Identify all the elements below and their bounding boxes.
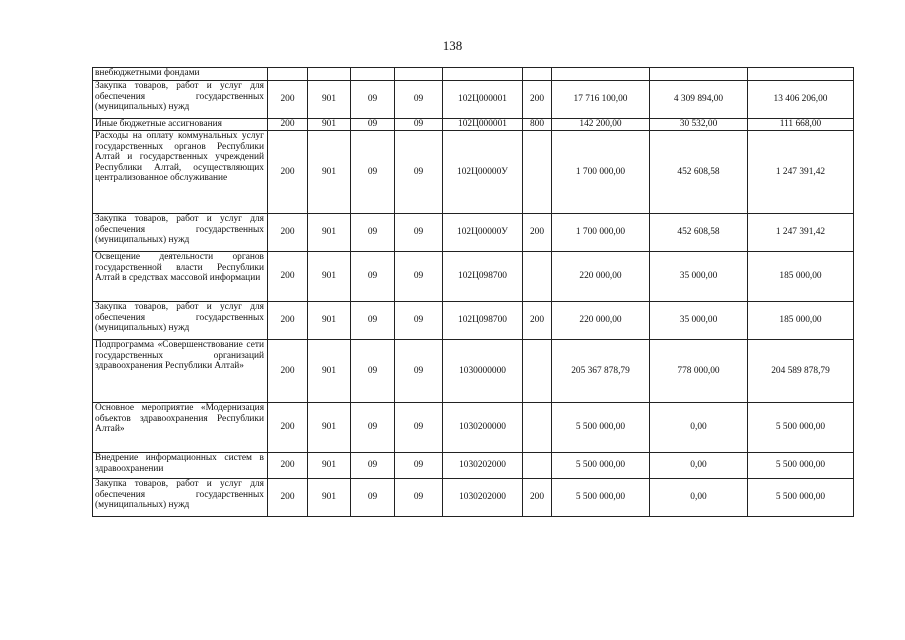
cell-f: 200 bbox=[523, 479, 552, 517]
table-row bbox=[93, 131, 854, 214]
table-row bbox=[93, 340, 854, 403]
row-name-cell: Закупка товаров, работ и услуг для обеспечения государственных (муниципальных) нужд bbox=[93, 214, 268, 252]
cell-i: 13 406 206,00 bbox=[748, 81, 854, 119]
cell-h: 778 000,00 bbox=[650, 340, 748, 403]
cell-a: 200 bbox=[268, 453, 308, 479]
cell-i bbox=[748, 68, 854, 81]
cell-e: 102Ц098700 bbox=[443, 302, 523, 340]
cell-f: 800 bbox=[523, 119, 552, 131]
cell-g: 5 500 000,00 bbox=[552, 453, 650, 479]
cell-i: 111 668,00 bbox=[748, 119, 854, 131]
cell-e: 102Ц000001 bbox=[443, 119, 523, 131]
cell-a bbox=[268, 68, 308, 81]
cell-c: 09 bbox=[351, 119, 395, 131]
row-name-cell: Подпрограмма «Совершенствование сети государственных организаций здравоохранения Республики Алтай» bbox=[93, 340, 268, 403]
cell-e: 1030202000 bbox=[443, 453, 523, 479]
cell-c: 09 bbox=[351, 131, 395, 214]
cell-g: 205 367 878,79 bbox=[552, 340, 650, 403]
cell-d: 09 bbox=[395, 131, 443, 214]
cell-a: 200 bbox=[268, 131, 308, 214]
cell-d: 09 bbox=[395, 479, 443, 517]
table-row bbox=[93, 119, 854, 131]
cell-b: 901 bbox=[308, 403, 351, 453]
cell-e: 1030202000 bbox=[443, 479, 523, 517]
cell-b: 901 bbox=[308, 252, 351, 302]
cell-a: 200 bbox=[268, 119, 308, 131]
cell-h: 452 608,58 bbox=[650, 131, 748, 214]
cell-b: 901 bbox=[308, 131, 351, 214]
table-row bbox=[93, 479, 854, 517]
cell-b: 901 bbox=[308, 340, 351, 403]
cell-d: 09 bbox=[395, 340, 443, 403]
cell-g: 1 700 000,00 bbox=[552, 214, 650, 252]
cell-f bbox=[523, 340, 552, 403]
cell-b: 901 bbox=[308, 302, 351, 340]
cell-f bbox=[523, 453, 552, 479]
table-row bbox=[93, 302, 854, 340]
cell-h: 0,00 bbox=[650, 403, 748, 453]
cell-h: 30 532,00 bbox=[650, 119, 748, 131]
cell-f: 200 bbox=[523, 214, 552, 252]
cell-g: 220 000,00 bbox=[552, 252, 650, 302]
cell-e: 1030000000 bbox=[443, 340, 523, 403]
row-name-cell: Расходы на оплату коммунальных услуг государственных органов Республики Алтай и государственных учреждений Республики Алтай, осуществляющих централизованное обслуживание bbox=[93, 131, 268, 214]
cell-i: 5 500 000,00 bbox=[748, 479, 854, 517]
cell-e: 102Ц000001 bbox=[443, 81, 523, 119]
cell-b bbox=[308, 68, 351, 81]
cell-b: 901 bbox=[308, 453, 351, 479]
cell-g: 5 500 000,00 bbox=[552, 403, 650, 453]
cell-g: 5 500 000,00 bbox=[552, 479, 650, 517]
cell-g: 220 000,00 bbox=[552, 302, 650, 340]
table-row bbox=[93, 403, 854, 453]
table-row bbox=[93, 214, 854, 252]
cell-a: 200 bbox=[268, 81, 308, 119]
cell-d: 09 bbox=[395, 119, 443, 131]
table-row bbox=[93, 81, 854, 119]
page-number: 138 bbox=[442, 38, 463, 53]
cell-h: 452 608,58 bbox=[650, 214, 748, 252]
cell-c: 09 bbox=[351, 302, 395, 340]
row-name-cell: Внедрение информационных систем в здравоохранении bbox=[93, 453, 268, 479]
cell-d: 09 bbox=[395, 302, 443, 340]
cell-a: 200 bbox=[268, 479, 308, 517]
cell-d: 09 bbox=[395, 252, 443, 302]
cell-b: 901 bbox=[308, 119, 351, 131]
cell-h: 0,00 bbox=[650, 453, 748, 479]
row-name-cell: Освещение деятельности органов государственной власти Республики Алтай в средствах массовой информации bbox=[93, 252, 268, 302]
cell-a: 200 bbox=[268, 252, 308, 302]
table-row bbox=[93, 68, 854, 81]
cell-d: 09 bbox=[395, 81, 443, 119]
cell-c bbox=[351, 68, 395, 81]
row-name-cell: внебюджетными фондами bbox=[93, 68, 268, 81]
cell-c: 09 bbox=[351, 214, 395, 252]
cell-i: 204 589 878,79 bbox=[748, 340, 854, 403]
row-name-cell: Закупка товаров, работ и услуг для обеспечения государственных (муниципальных) нужд bbox=[93, 479, 268, 517]
cell-d bbox=[395, 68, 443, 81]
cell-i: 185 000,00 bbox=[748, 252, 854, 302]
cell-a: 200 bbox=[268, 214, 308, 252]
cell-h: 0,00 bbox=[650, 479, 748, 517]
table-row bbox=[93, 453, 854, 479]
cell-f: 200 bbox=[523, 302, 552, 340]
cell-b: 901 bbox=[308, 81, 351, 119]
cell-i: 1 247 391,42 bbox=[748, 131, 854, 214]
cell-i: 185 000,00 bbox=[748, 302, 854, 340]
cell-c: 09 bbox=[351, 453, 395, 479]
cell-i: 5 500 000,00 bbox=[748, 403, 854, 453]
cell-e: 102Ц00000У bbox=[443, 131, 523, 214]
cell-a: 200 bbox=[268, 340, 308, 403]
cell-f bbox=[523, 131, 552, 214]
cell-i: 1 247 391,42 bbox=[748, 214, 854, 252]
row-name-cell: Основное мероприятие «Модернизация объектов здравоохранения Республики Алтай» bbox=[93, 403, 268, 453]
cell-c: 09 bbox=[351, 340, 395, 403]
row-name-cell: Иные бюджетные ассигнования bbox=[93, 119, 268, 131]
cell-g: 17 716 100,00 bbox=[552, 81, 650, 119]
cell-d: 09 bbox=[395, 214, 443, 252]
cell-c: 09 bbox=[351, 403, 395, 453]
cell-h bbox=[650, 68, 748, 81]
cell-c: 09 bbox=[351, 81, 395, 119]
cell-h: 35 000,00 bbox=[650, 252, 748, 302]
cell-e: 1030200000 bbox=[443, 403, 523, 453]
cell-e: 102Ц098700 bbox=[443, 252, 523, 302]
row-name-cell: Закупка товаров, работ и услуг для обеспечения государственных (муниципальных) нужд bbox=[93, 81, 268, 119]
cell-e bbox=[443, 68, 523, 81]
cell-f bbox=[523, 68, 552, 81]
cell-a: 200 bbox=[268, 403, 308, 453]
cell-c: 09 bbox=[351, 252, 395, 302]
cell-f bbox=[523, 403, 552, 453]
cell-e: 102Ц00000У bbox=[443, 214, 523, 252]
cell-g: 142 200,00 bbox=[552, 119, 650, 131]
cell-h: 35 000,00 bbox=[650, 302, 748, 340]
cell-i: 5 500 000,00 bbox=[748, 453, 854, 479]
cell-h: 4 309 894,00 bbox=[650, 81, 748, 119]
cell-c: 09 bbox=[351, 479, 395, 517]
cell-f: 200 bbox=[523, 81, 552, 119]
cell-d: 09 bbox=[395, 403, 443, 453]
cell-g bbox=[552, 68, 650, 81]
cell-d: 09 bbox=[395, 453, 443, 479]
cell-b: 901 bbox=[308, 479, 351, 517]
table-row bbox=[93, 252, 854, 302]
cell-g: 1 700 000,00 bbox=[552, 131, 650, 214]
cell-f bbox=[523, 252, 552, 302]
cell-a: 200 bbox=[268, 302, 308, 340]
budget-table bbox=[92, 67, 854, 517]
cell-b: 901 bbox=[308, 214, 351, 252]
row-name-cell: Закупка товаров, работ и услуг для обеспечения государственных (муниципальных) нужд bbox=[93, 302, 268, 340]
